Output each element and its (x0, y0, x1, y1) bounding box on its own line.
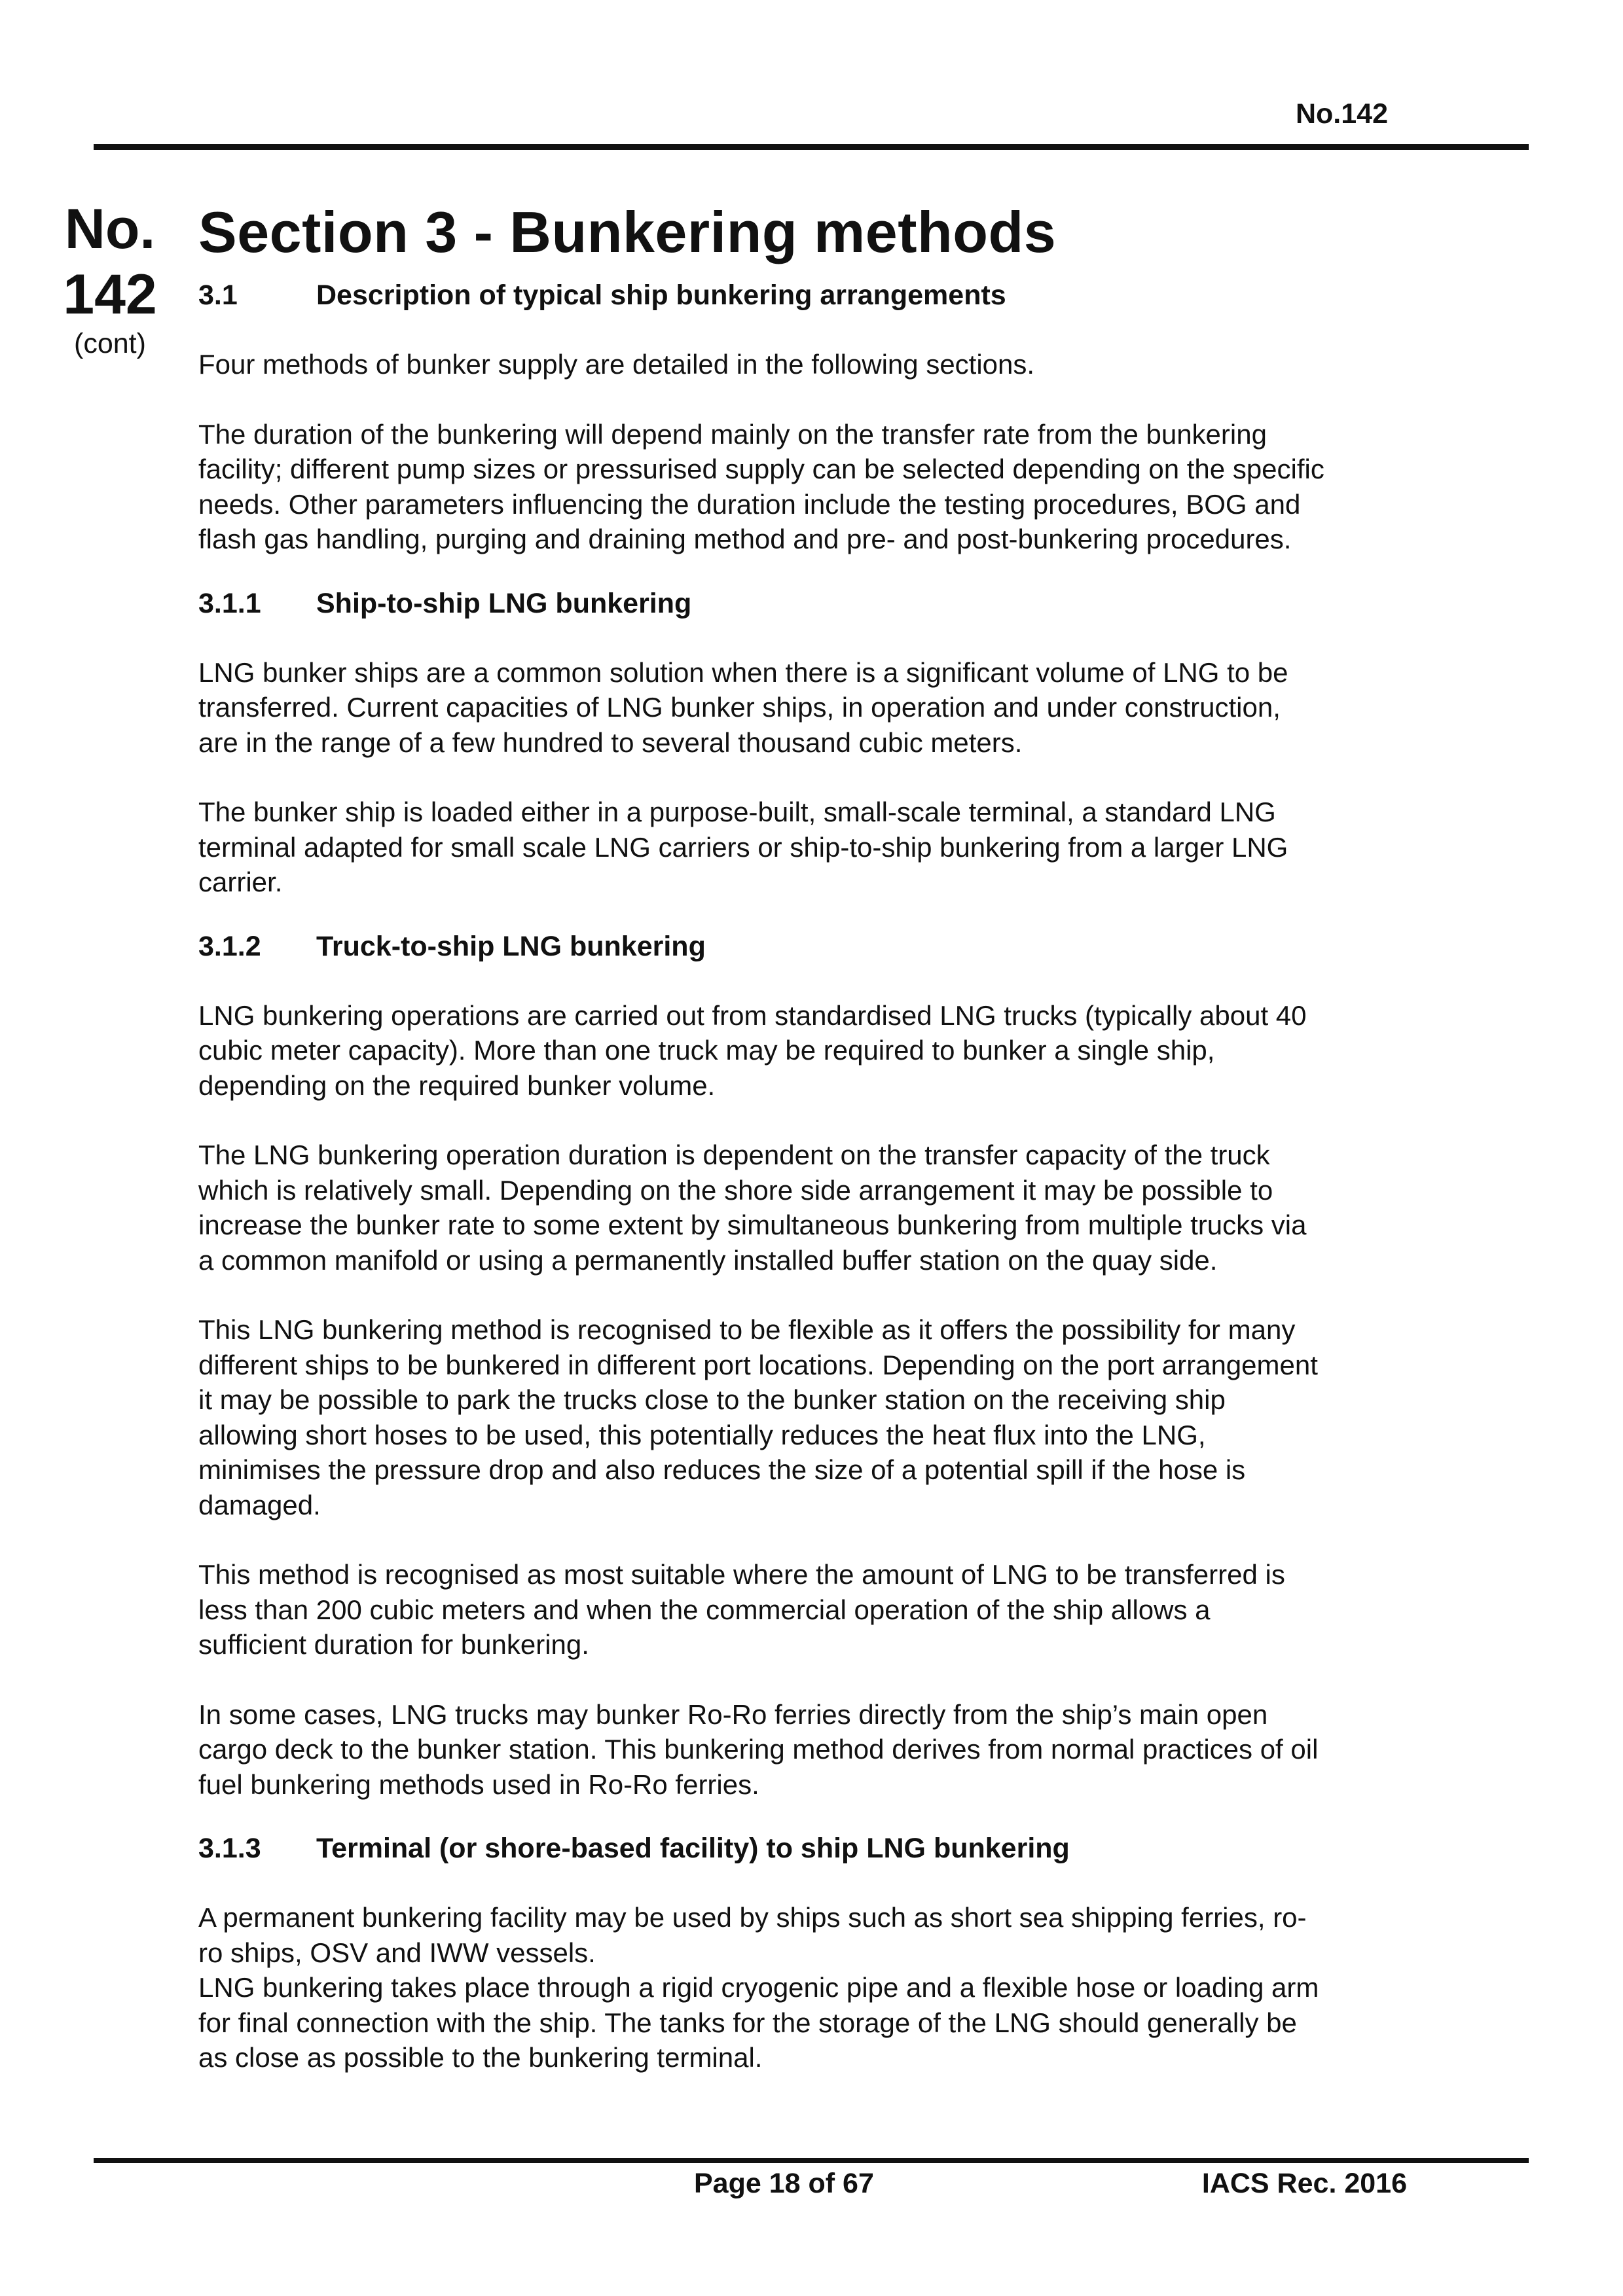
footer-rule (94, 2158, 1529, 2163)
line: In some cases, LNG trucks may bunker Ro-Ro ferries directly from the ship’s main open (198, 1698, 1268, 1730)
paragraph (198, 1557, 1455, 1662)
subsection-heading-3-1-1 (198, 586, 1455, 621)
line: fuel bunkering methods used in Ro-Ro ferries. (198, 1768, 759, 1800)
line: less than 200 cubic meters and when the commercial operation of the ship allows a (198, 1594, 1211, 1625)
line: LNG bunkering operations are carried out from standardised LNG trucks (typically about 40 (198, 999, 1307, 1031)
footer-page-number: Page 18 of 67 (694, 2168, 874, 2199)
subsection-title: Description of typical ship bunkering arrangements (316, 279, 1006, 311)
line: depending on the required bunker volume. (198, 1069, 716, 1101)
line: which is relatively small. Depending on the shore side arrangement it may be possible to (198, 1174, 1273, 1206)
sidebar-no: No. (64, 198, 156, 260)
line: it may be possible to park the trucks close to the bunker station on the receiving ship (198, 1384, 1226, 1415)
paragraph (198, 795, 1455, 900)
line: Four methods of bunker supply are detailed in the following sections. (198, 349, 1035, 380)
paragraph (198, 1138, 1455, 1278)
sidebar-label (61, 196, 159, 360)
line: The bunker ship is loaded either in a purpose-built, small-scale terminal, a standard LNG (198, 797, 1276, 827)
subsection-heading-3-1-2 (198, 929, 1455, 964)
paragraph (198, 417, 1455, 557)
subsection-number: 3.1 (198, 279, 238, 311)
line: facility; different pump sizes or pressurised supply can be selected depending on the specific (198, 454, 1324, 484)
subsection-title: Ship-to-ship LNG bunkering (316, 587, 692, 619)
footer-recommendation: IACS Rec. 2016 (1201, 2168, 1407, 2199)
line: for final connection with the ship. The tanks for the storage of the LNG should generally be (198, 2007, 1297, 2038)
line: different ships to be bunkered in different port locations. Depending on the port arrangement (198, 1349, 1318, 1380)
line: carrier. (198, 867, 283, 897)
line: The duration of the bunkering will depend mainly on the transfer rate from the bunkering (198, 418, 1267, 450)
paragraph (198, 1312, 1455, 1522)
paragraph (198, 347, 1455, 382)
line: needs. Other parameters influencing the duration include the testing procedures, BOG and (198, 488, 1301, 520)
paragraph (198, 655, 1455, 761)
line: transferred. Current capacities of LNG bunker ships, in operation and under construction, (198, 692, 1281, 723)
section-title: Section 3 - Bunkering methods (198, 200, 1057, 264)
subsection-number: 3.1.3 (198, 1833, 261, 1864)
paragraph (198, 998, 1455, 1103)
line: ro ships, OSV and IWW vessels. (198, 1937, 596, 1968)
line: This LNG bunkering method is recognised to be flexible as it offers the possibility for many (198, 1314, 1296, 1345)
line: sufficient duration for bunkering. (198, 1629, 589, 1660)
line: flash gas handling, purging and draining method and pre- and post-bunkering procedures. (198, 524, 1292, 554)
line: minimises the pressure drop and also reduces the size of a potential spill if the hose is (198, 1454, 1246, 1485)
header-doc-number: No.142 (1295, 98, 1388, 130)
line: as close as possible to the bunkering terminal. (198, 2042, 763, 2073)
line: cubic meter capacity). More than one truck may be required to bunker a single ship, (198, 1035, 1215, 1066)
line: LNG bunker ships are a common solution when there is a significant volume of LNG to be (198, 656, 1288, 688)
subsection-number: 3.1.1 (198, 587, 261, 619)
line: damaged. (198, 1489, 321, 1520)
line: increase the bunker rate to some extent by simultaneous bunkering from multiple trucks via (198, 1210, 1307, 1240)
sidebar-number: 142 (63, 263, 157, 326)
line: terminal adapted for small scale LNG carriers or ship-to-ship bunkering from a larger LNG (198, 831, 1288, 863)
line: cargo deck to the bunker station. This bunkering method derives from normal practices of oil (198, 1734, 1319, 1765)
subsection-heading-3-1 (198, 278, 1455, 313)
line: a common manifold or using a permanently installed buffer station on the quay side. (198, 1244, 1218, 1276)
line: A permanent bunkering facility may be used by ships such as short sea shipping ferries, ro- (198, 1902, 1307, 1933)
subsection-number: 3.1.2 (198, 930, 261, 962)
line: allowing short hoses to be used, this potentially reduces the heat flux into the LNG, (198, 1419, 1206, 1450)
header-rule (94, 144, 1529, 150)
line: are in the range of a few hundred to several thousand cubic meters. (198, 726, 1023, 758)
paragraph (198, 1900, 1455, 2075)
line: The LNG bunkering operation duration is dependent on the transfer capacity of the truck (198, 1139, 1270, 1170)
sidebar-cont: (cont) (74, 328, 146, 359)
line: This method is recognised as most suitable where the amount of LNG to be transferred is (198, 1559, 1285, 1590)
subsection-heading-3-1-3 (198, 1831, 1455, 1866)
main-content (198, 196, 1455, 2075)
subsection-title: Terminal (or shore-based facility) to ship LNG bunkering (316, 1833, 1070, 1864)
line: LNG bunkering takes place through a rigid cryogenic pipe and a flexible hose or loading arm (198, 1972, 1319, 2003)
paragraph (198, 1697, 1455, 1803)
subsection-title: Truck-to-ship LNG bunkering (316, 930, 706, 962)
